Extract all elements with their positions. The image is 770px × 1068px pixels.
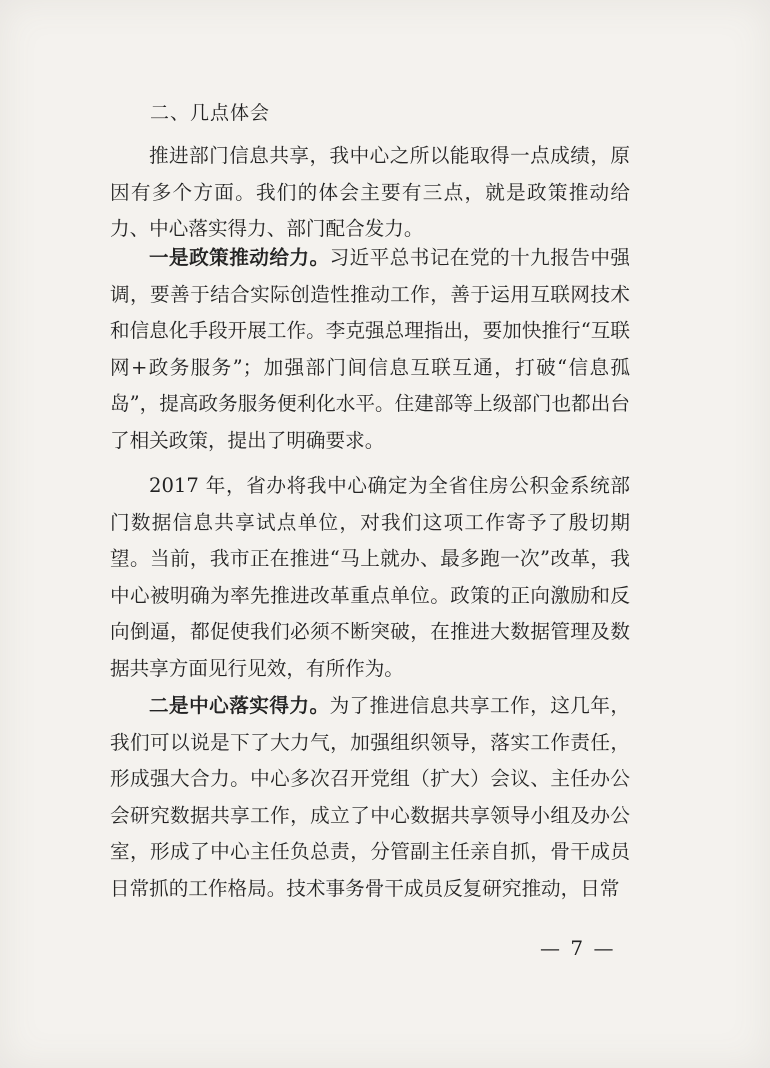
paragraph-pilot-text: 2017 年，省办将我中心确定为全省住房公积金系统部门数据信息共享试点单位，对我们这项工作寄予了殷切期望。当前，我市正在推进“马上就办、最多跑一次”改革，我中心被明确为率先推进改革重点单位。政策的正向激励和反向倒逼，都促使我们必须不断突破，在推进大数据管理及数据共享方面见行见效，有所作为。 [110, 474, 630, 680]
paragraph-policy-lead: 一是政策推动给力。 [149, 246, 330, 269]
section-heading: 二、几点体会 [150, 102, 271, 124]
paragraph-intro [110, 138, 630, 248]
page-number: — 7 — [540, 936, 616, 960]
paragraph-intro-text: 推进部门信息共享，我中心之所以能取得一点成绩，原因有多个方面。我们的体会主要有三点，就是政策推动给力、中心落实得力、部门配合发力。 [110, 144, 630, 241]
paragraph-pilot [110, 468, 630, 688]
paragraph-policy-text: 习近平总书记在党的十九报告中强调，要善于结合实际创造性推动工作，善于运用互联网技术和信息化手段开展工作。李克强总理指出，要加快推行“互联网+政务服务”；加强部门间信息互联互通，打破“信息孤岛”，提高政务服务便利化水平。住建部等上级部门也都出台了相关政策，提出了明确要求。 [110, 246, 631, 452]
paragraph-center-text: 为了推进信息共享工作，这几年，我们可以说是下了大力气，加强组织领导，落实工作责任，形成强大合力。中心多次召开党组（扩大）会议、主任办公会研究数据共享工作，成立了中心数据共享领导小组及办公室，形成了中心主任负总责，分管副主任亲自抓，骨干成员日常抓的工作格局。技术事务骨干成员反复研究推动，日常 [110, 694, 631, 900]
paragraph-policy [110, 240, 630, 460]
paragraph-center [110, 688, 630, 908]
paragraph-center-lead: 二是中心落实得力。 [149, 694, 330, 717]
